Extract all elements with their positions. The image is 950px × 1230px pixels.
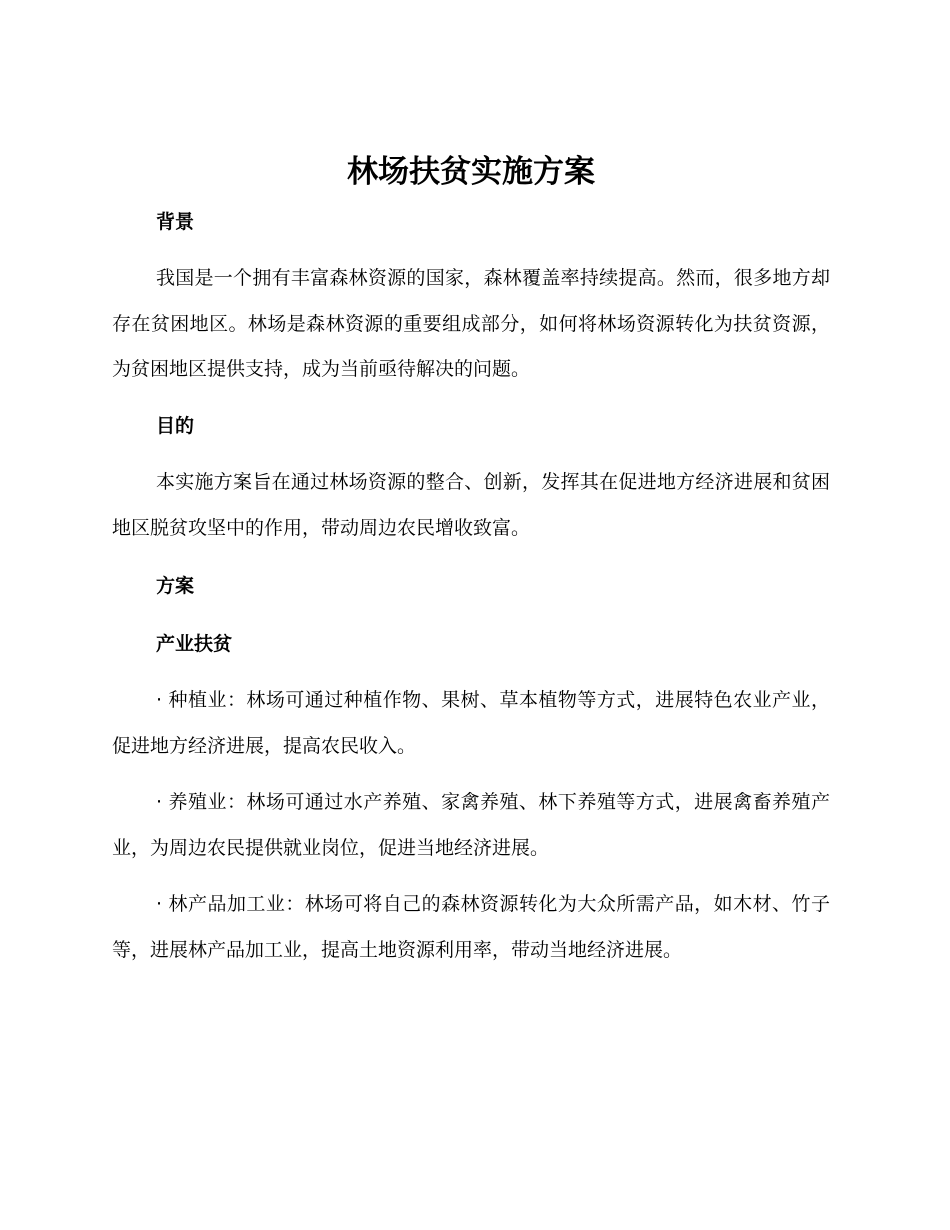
list-item-forest-products: · 林产品加工业：林场可将自己的森林资源转化为大众所需产品，如木材、竹子等，进展林产品加工业，提高土地资源利用率，带动当地经济进展。: [112, 893, 830, 961]
section-heading-purpose: 目的: [156, 415, 195, 437]
paragraph-background: 我国是一个拥有丰富森林资源的国家，森林覆盖率持续提高。然而，很多地方却存在贫困地区。林场是森林资源的重要组成部分，如何将林场资源转化为扶贫资源，为贫困地区提供支持，成为当前亟待解决的问题。: [112, 267, 830, 380]
list-item-breeding: · 养殖业：林场可通过水产养殖、家禽养殖、林下养殖等方式，进展禽畜养殖产业，为周边农民提供就业岗位，促进当地经济进展。: [112, 791, 830, 859]
subsection-heading-industry: 产业扶贫: [156, 633, 233, 655]
section-heading-background: 背景: [156, 211, 195, 233]
section-heading-plan: 方案: [156, 575, 195, 597]
document-title: 林场扶贫实施方案: [347, 154, 595, 190]
list-item-planting: · 种植业：林场可通过种植作物、果树、草本植物等方式，进展特色农业产业，促进地方经济进展，提高农民收入。: [112, 689, 830, 757]
paragraph-purpose: 本实施方案旨在通过林场资源的整合、创新，发挥其在促进地方经济进展和贫困地区脱贫攻坚中的作用，带动周边农民增收致富。: [112, 471, 830, 539]
